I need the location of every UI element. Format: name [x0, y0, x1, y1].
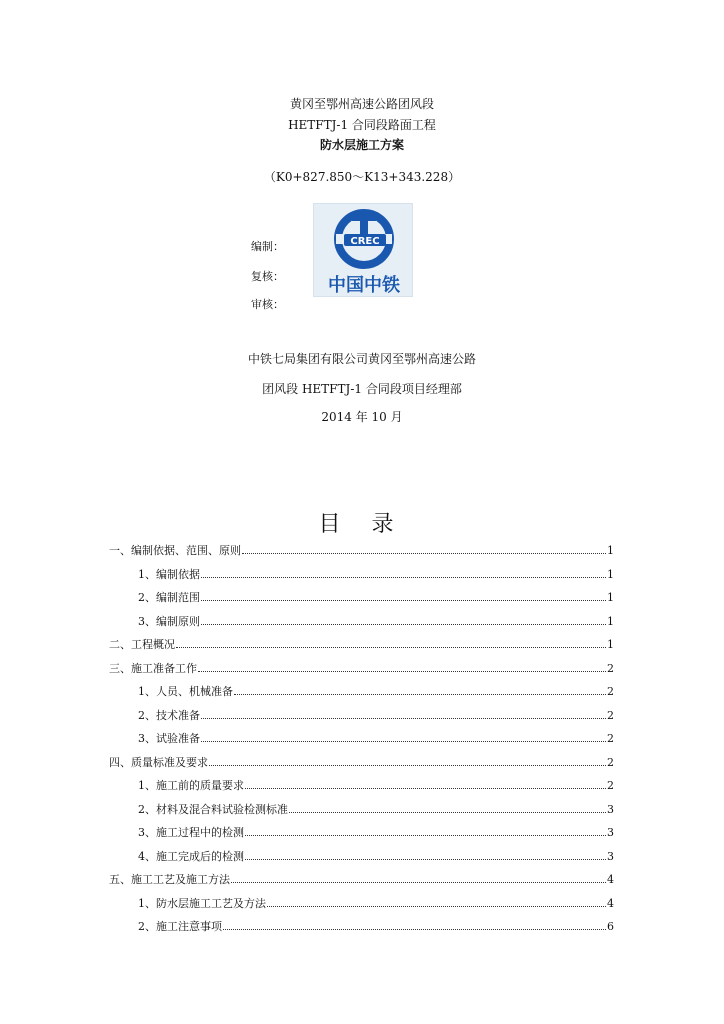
toc-entry-label: 二、工程概况 [109, 638, 175, 651]
toc-entry-label: 1、施工前的质量要求 [138, 779, 244, 792]
toc-entry-page: 3 [607, 826, 614, 839]
toc-leader-dots [289, 812, 606, 813]
toc-entry-label: 五、施工工艺及施工方法 [109, 873, 230, 886]
toc-leader-dots [245, 859, 606, 860]
organization-line-1: 中铁七局集团有限公司黄冈至鄂州高速公路 [247, 352, 476, 366]
toc-entry[interactable] [138, 920, 614, 934]
toc-entry[interactable] [109, 638, 614, 652]
project-name: 黄冈至鄂州高速公路团风段 [289, 97, 434, 111]
contract-section: HETFTJ-1 合同段路面工程 [288, 118, 436, 132]
toc-entry[interactable] [138, 897, 614, 911]
toc-entry[interactable] [109, 544, 614, 558]
logo-mark-text: CREC [350, 236, 380, 247]
toc-entry-page: 4 [607, 873, 614, 886]
audit-label: 审核： [251, 298, 284, 311]
toc-entry-page: 1 [607, 544, 614, 557]
toc-entry[interactable] [138, 826, 614, 840]
toc-leader-dots [201, 741, 606, 742]
toc-entry-label: 4、施工完成后的检测 [138, 849, 244, 863]
toc-entry-label: 1、人员、机械准备 [138, 685, 233, 698]
toc-entry[interactable] [138, 850, 614, 864]
toc-leader-dots [201, 718, 606, 719]
toc-entry-label: 2、技术准备 [138, 708, 200, 722]
toc-entry-page: 2 [607, 685, 614, 698]
toc-leader-dots [234, 694, 606, 695]
toc-entry-label: 2、编制范围 [138, 591, 200, 604]
toc-leader-dots [201, 600, 606, 601]
toc-entry-label: 1、防水层施工工艺及方法 [138, 896, 266, 910]
issue-date: 2014 年 10 月 [321, 410, 403, 424]
toc-entry-page: 2 [607, 779, 614, 792]
toc-leader-dots [245, 835, 606, 836]
toc-entry[interactable] [138, 803, 614, 817]
toc-entry-page: 1 [607, 591, 614, 604]
toc-leader-dots [201, 577, 606, 578]
toc-entry-label: 三、施工准备工作 [109, 661, 197, 675]
crec-logo-icon [314, 204, 414, 272]
toc-leader-dots [176, 647, 606, 648]
toc-leader-dots [201, 624, 606, 625]
toc-entry-label: 四、质量标准及要求 [109, 755, 208, 769]
toc-entry[interactable] [109, 662, 614, 676]
toc-entry[interactable] [138, 591, 614, 605]
toc-entry-label: 3、试验准备 [138, 732, 200, 745]
toc-leader-dots [245, 788, 606, 789]
toc-entry-page: 4 [607, 896, 614, 910]
toc-entry[interactable] [138, 732, 614, 746]
toc-entry-label: 一、编制依据、范围、原则 [109, 544, 241, 557]
compile-label: 编制： [251, 240, 284, 253]
organization-line-2: 团风段 HETFTJ-1 合同段项目经理部 [262, 382, 462, 396]
document-title: 防水层施工方案 [319, 138, 404, 152]
toc-entry[interactable] [138, 709, 614, 723]
toc-entry-page: 3 [607, 802, 614, 816]
toc-leader-dots [267, 906, 606, 907]
toc-leader-dots [198, 671, 606, 672]
toc-entry-page: 1 [607, 638, 614, 651]
toc-leader-dots [223, 929, 606, 930]
toc-entry[interactable] [138, 568, 614, 582]
chainage-range: （K0+827.850～K13+343.228） [263, 170, 461, 184]
logo-text: 中国中铁 [328, 275, 400, 296]
toc-title: 目 录 [318, 512, 406, 537]
toc-entry-page: 1 [607, 614, 614, 628]
review-label: 复核： [251, 270, 284, 283]
toc-entry[interactable] [109, 873, 614, 887]
toc-leader-dots [209, 765, 606, 766]
toc-entry-page: 1 [607, 567, 614, 581]
toc-entry-page: 3 [607, 849, 614, 863]
toc-entry[interactable] [138, 779, 614, 793]
toc-entry-page: 2 [607, 755, 614, 769]
toc-entry-label: 1、编制依据 [138, 567, 200, 581]
toc-entry-page: 6 [607, 920, 614, 933]
toc-entry-page: 2 [607, 708, 614, 722]
crec-logo [313, 203, 413, 297]
toc-leader-dots [231, 882, 606, 883]
toc-entry-page: 2 [607, 732, 614, 745]
toc-leader-dots [242, 553, 606, 554]
toc-entry[interactable] [109, 756, 614, 770]
toc-entry-label: 2、施工注意事项 [138, 920, 222, 933]
toc-entry-label: 3、施工过程中的检测 [138, 826, 244, 839]
toc-entry-label: 2、材料及混合料试验检测标准 [138, 802, 288, 816]
toc-entry-label: 3、编制原则 [138, 614, 200, 628]
toc-entry-page: 2 [607, 661, 614, 675]
toc-entry[interactable] [138, 615, 614, 629]
toc-entry[interactable] [138, 685, 614, 699]
